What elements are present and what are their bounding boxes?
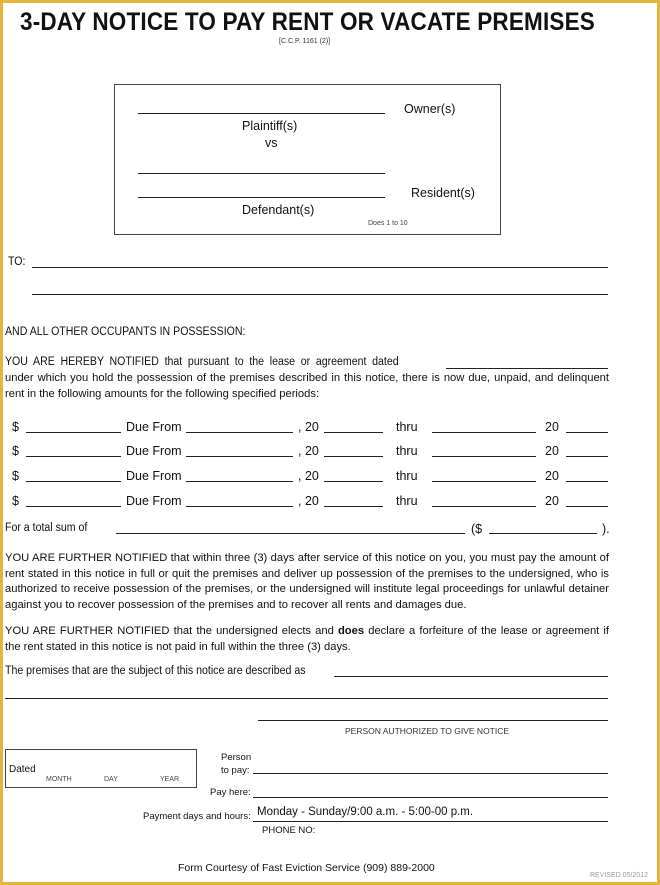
dollar-sign: $: [12, 420, 19, 434]
premises-line-1[interactable]: [334, 676, 608, 677]
vs-label: vs: [265, 136, 278, 150]
premises-line-2[interactable]: [5, 698, 608, 699]
amount-line[interactable]: [26, 506, 121, 507]
thru-year-prefix: 20: [545, 494, 559, 508]
thru-year-prefix: 20: [545, 469, 559, 483]
phone-label: PHONE NO:: [262, 825, 316, 836]
code-reference: [C.C.P. 1161 (2)]: [279, 38, 331, 45]
total-open: ($: [471, 522, 483, 536]
dollar-sign: $: [12, 469, 19, 483]
person-label-2: to pay:: [221, 765, 250, 776]
thru-year-line[interactable]: [566, 506, 608, 507]
from-date-line[interactable]: [186, 481, 293, 482]
occupants-label: AND ALL OTHER OCCUPANTS IN POSSESSION:: [5, 326, 246, 338]
premises-label: The premises that are the subject of this notice are described as: [5, 665, 306, 677]
total-label: For a total sum of: [5, 522, 88, 534]
payment-days-label: Payment days and hours:: [143, 811, 251, 822]
notified-3-b: declare a forfeiture of the lease or agreement if the rent stated in this notice is not paid in full within the three (3) days.: [5, 625, 610, 653]
from-date-line[interactable]: [186, 506, 293, 507]
amount-line[interactable]: [26, 432, 121, 433]
thru-label: thru: [396, 420, 418, 434]
person-label-1: Person: [221, 752, 252, 763]
total-words-line[interactable]: [116, 533, 465, 534]
thru-label: thru: [396, 494, 418, 508]
thru-year-line[interactable]: [566, 456, 608, 457]
from-year-line[interactable]: [324, 506, 383, 507]
resident-label: Resident(s): [411, 186, 475, 200]
to-line-2[interactable]: [32, 294, 608, 295]
thru-date-line[interactable]: [432, 506, 536, 507]
thru-date-line[interactable]: [432, 481, 536, 482]
total-amount-line[interactable]: [489, 533, 597, 534]
from-year-line[interactable]: [324, 432, 383, 433]
to-line-1[interactable]: [32, 267, 608, 268]
day-label: DAY: [104, 776, 118, 783]
dollar-sign: $: [12, 494, 19, 508]
payment-days-value[interactable]: Monday - Sunday/9:00 a.m. - 5:00-00 p.m.: [257, 806, 474, 818]
lease-date-line[interactable]: [446, 368, 608, 369]
from-year-line[interactable]: [324, 456, 383, 457]
person-to-pay-line[interactable]: [253, 773, 608, 774]
thru-label: thru: [396, 444, 418, 458]
from-year-line[interactable]: [324, 481, 383, 482]
thru-year-prefix: 20: [545, 420, 559, 434]
due-from-label: Due From: [126, 444, 182, 458]
year-prefix: , 20: [298, 494, 319, 508]
notified-3-bold: does: [337, 625, 365, 637]
resident-line-1[interactable]: [138, 173, 385, 174]
plaintiff-label: Plaintiff(s): [242, 119, 298, 133]
notified-1-b: under which you hold the possession of the premises described in this notice, there is now due, unpaid, and delinquent rent in the following amounts for the following specified periods:: [5, 372, 609, 400]
thru-date-line[interactable]: [432, 432, 536, 433]
pay-here-label: Pay here:: [210, 787, 251, 798]
notified-3-a: YOU ARE FURTHER NOTIFIED that the undersigned elects and: [5, 625, 334, 637]
thru-date-line[interactable]: [432, 456, 536, 457]
document-title: 3-DAY NOTICE TO PAY RENT OR VACATE PREMISES: [20, 8, 595, 36]
dollar-sign: $: [12, 444, 19, 458]
year-prefix: , 20: [298, 469, 319, 483]
notified-3: [5, 624, 609, 655]
resident-line-2[interactable]: [138, 197, 385, 198]
due-from-label: Due From: [126, 420, 182, 434]
year-prefix: , 20: [298, 420, 319, 434]
signature-line[interactable]: [258, 720, 608, 721]
year-prefix: , 20: [298, 444, 319, 458]
due-from-label: Due From: [126, 469, 182, 483]
due-from-label: Due From: [126, 494, 182, 508]
total-close: ).: [602, 522, 610, 536]
owner-label: Owner(s): [404, 102, 456, 116]
does-label: Does 1 to 10: [368, 220, 408, 227]
amount-line[interactable]: [26, 481, 121, 482]
thru-year-line[interactable]: [566, 481, 608, 482]
to-label: TO:: [8, 256, 26, 268]
authorized-label: PERSON AUTHORIZED TO GIVE NOTICE: [345, 726, 510, 736]
year-label: YEAR: [160, 776, 180, 783]
notified-1-a: YOU ARE HEREBY NOTIFIED that pursuant to the lease or agreement dated: [5, 356, 399, 368]
revised-label: REVISED 05/2012: [590, 872, 648, 879]
thru-label: thru: [396, 469, 418, 483]
notified-2: YOU ARE FURTHER NOTIFIED that within three (3) days after service of this notice on you, you must pay the amount of rent stated in this notice in full or quit the premises and deliver up possession of the premises to the undersigned, who is authorized to receive possession of the premises, or the undersigned will institute legal proceedings for unlawful detainer against you to recover possession of the premises and to recover all rents and damages due.: [5, 552, 609, 611]
pay-here-line[interactable]: [253, 797, 608, 798]
owner-line[interactable]: [138, 113, 385, 114]
footer-text: Form Courtesy of Fast Eviction Service (909) 889-2000: [178, 862, 435, 874]
from-date-line[interactable]: [186, 432, 293, 433]
payment-days-line: [253, 821, 608, 822]
thru-year-line[interactable]: [566, 432, 608, 433]
amount-line[interactable]: [26, 456, 121, 457]
thru-year-prefix: 20: [545, 444, 559, 458]
from-date-line[interactable]: [186, 456, 293, 457]
defendant-label: Defendant(s): [242, 203, 315, 217]
dated-label: Dated: [9, 764, 36, 775]
month-label: MONTH: [46, 776, 72, 783]
